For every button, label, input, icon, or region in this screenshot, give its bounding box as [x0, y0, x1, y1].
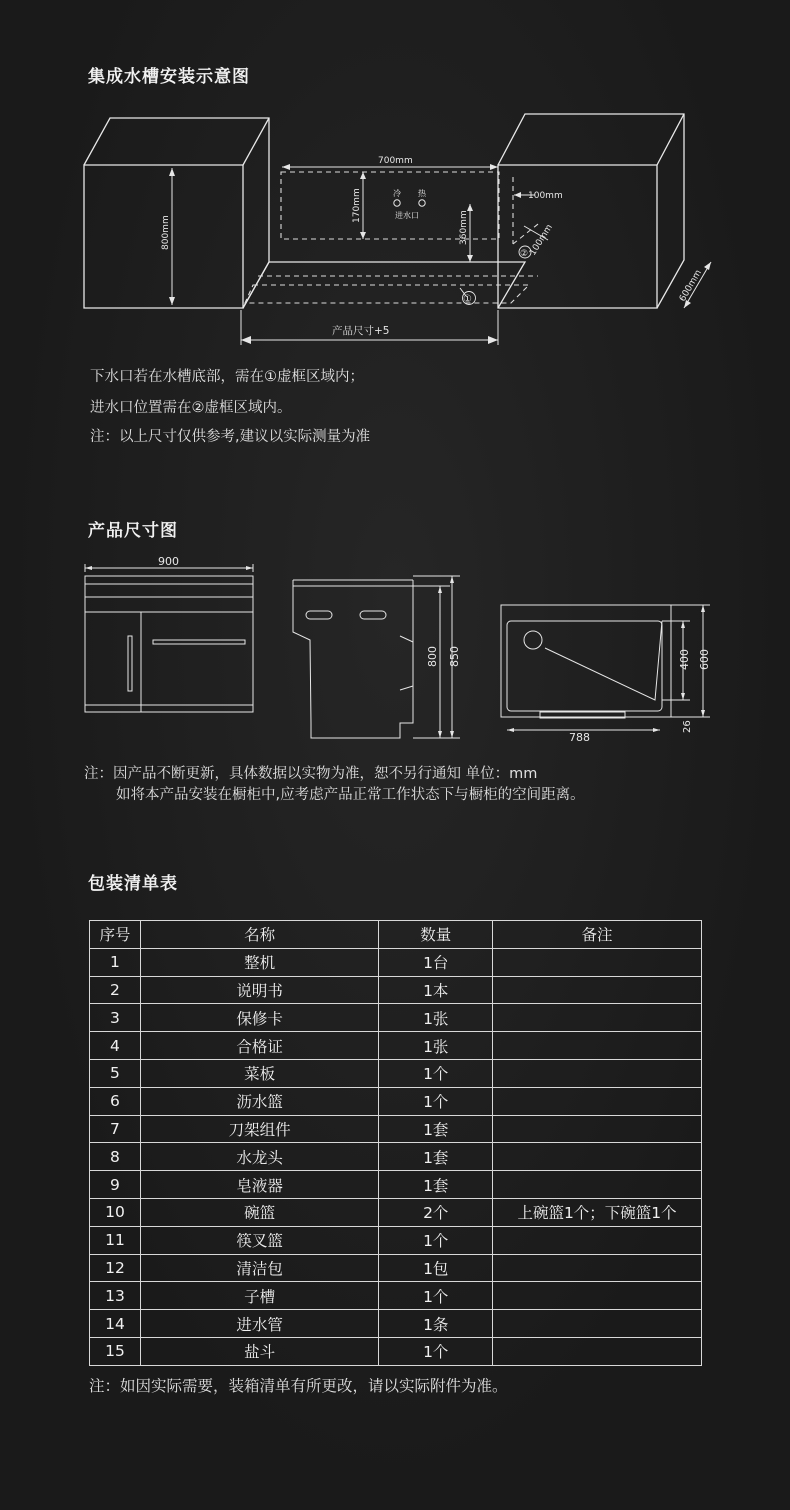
table-row — [90, 1226, 702, 1254]
cell-name: 子槽 — [140, 1282, 378, 1310]
cell-index: 8 — [90, 1143, 141, 1171]
cell-index: 3 — [90, 1004, 141, 1032]
cell-index: 1 — [90, 948, 141, 976]
dimensions-note-cabinet: 如将本产品安装在橱柜中,应考虑产品正常工作状态下与橱柜的空间距离。 — [116, 787, 585, 803]
cell-remark — [493, 1310, 702, 1338]
cell-name: 清洁包 — [140, 1254, 378, 1282]
table-row — [90, 1282, 702, 1310]
table-row — [90, 976, 702, 1004]
cell-quantity: 1套 — [379, 1143, 493, 1171]
cell-name: 筷叉篮 — [140, 1226, 378, 1254]
dim-800mm: 800mm — [161, 215, 171, 250]
cell-index: 7 — [90, 1115, 141, 1143]
dim-900: 900 — [158, 555, 179, 568]
cell-index: 4 — [90, 1032, 141, 1060]
cell-remark — [493, 1254, 702, 1282]
dim-700mm: 700mm — [378, 156, 413, 166]
dim-788: 788 — [569, 731, 590, 744]
table-row — [90, 1310, 702, 1338]
cell-remark — [493, 948, 702, 976]
cell-name: 整机 — [140, 948, 378, 976]
cell-quantity: 1包 — [379, 1254, 493, 1282]
hot-label: 热 — [418, 189, 426, 198]
table-row — [90, 1143, 702, 1171]
cell-name: 合格证 — [140, 1032, 378, 1060]
dim-360mm: 360mm — [459, 210, 469, 245]
table-row — [90, 1198, 702, 1226]
packing-note: 注：如因实际需要，装箱清单有所更改，请以实际附件为准。 — [89, 1377, 508, 1395]
header-remark: 备注 — [493, 921, 702, 949]
cell-quantity: 1个 — [379, 1226, 493, 1254]
header-index: 序号 — [90, 921, 141, 949]
cell-remark — [493, 1115, 702, 1143]
table-row — [90, 1115, 702, 1143]
table-row — [90, 1087, 702, 1115]
cell-index: 6 — [90, 1087, 141, 1115]
zone1-marker: ① — [463, 294, 472, 305]
cell-name: 进水管 — [140, 1310, 378, 1338]
cell-name: 皂液器 — [140, 1171, 378, 1199]
cell-name: 碗篮 — [140, 1198, 378, 1226]
table-row — [90, 948, 702, 976]
cell-quantity: 1套 — [379, 1171, 493, 1199]
cell-index: 15 — [90, 1337, 141, 1365]
install-note-reference: 注：以上尺寸仅供参考,建议以实际测量为准 — [90, 429, 371, 445]
cell-quantity: 1套 — [379, 1115, 493, 1143]
cell-remark — [493, 1337, 702, 1365]
cell-remark — [493, 1226, 702, 1254]
cell-index: 13 — [90, 1282, 141, 1310]
cell-index: 2 — [90, 976, 141, 1004]
dim-26: 26 — [682, 720, 693, 733]
table-row — [90, 1032, 702, 1060]
table-row — [90, 1059, 702, 1087]
cell-remark — [493, 1059, 702, 1087]
header-name: 名称 — [140, 921, 378, 949]
dim-600: 600 — [698, 649, 711, 670]
dimensions-note-update: 注：因产品不断更新，具体数据以实物为准，恕不另行通知 单位：mm — [84, 766, 538, 782]
cell-remark — [493, 1282, 702, 1310]
cell-quantity: 1个 — [379, 1087, 493, 1115]
table-header-row — [90, 921, 702, 949]
cell-remark — [493, 1004, 702, 1032]
cell-remark: 上碗篮1个；下碗篮1个 — [493, 1198, 702, 1226]
install-note-inlet: 进水口位置需在②虚框区域内。 — [90, 400, 292, 416]
cell-quantity: 1台 — [379, 948, 493, 976]
table-row — [90, 1254, 702, 1282]
cell-name: 沥水篮 — [140, 1087, 378, 1115]
cell-index: 5 — [90, 1059, 141, 1087]
cell-quantity: 1本 — [379, 976, 493, 1004]
cell-index: 12 — [90, 1254, 141, 1282]
inlet-label: 进水口 — [395, 211, 419, 220]
install-title: 集成水槽安装示意图 — [88, 67, 250, 87]
cell-name: 保修卡 — [140, 1004, 378, 1032]
cell-name: 盐斗 — [140, 1337, 378, 1365]
cell-name: 水龙头 — [140, 1143, 378, 1171]
cell-remark — [493, 1143, 702, 1171]
cell-index: 14 — [90, 1310, 141, 1338]
cell-quantity: 1个 — [379, 1282, 493, 1310]
dim-170mm: 170mm — [352, 188, 362, 223]
dimensions-title: 产品尺寸图 — [88, 521, 178, 541]
cell-quantity: 1条 — [379, 1310, 493, 1338]
dim-400: 400 — [678, 649, 691, 670]
packing-table — [89, 920, 702, 1366]
cell-quantity: 1张 — [379, 1032, 493, 1060]
cell-remark — [493, 976, 702, 1004]
dim-100mm-diag: 100mm — [528, 222, 555, 258]
cell-quantity: 1个 — [379, 1059, 493, 1087]
cell-quantity: 1张 — [379, 1004, 493, 1032]
dimension-drawings — [0, 550, 790, 750]
table-row — [90, 1004, 702, 1032]
cold-label: 冷 — [393, 189, 401, 198]
cell-remark — [493, 1171, 702, 1199]
cell-remark — [493, 1032, 702, 1060]
install-note-drain: 下水口若在水槽底部，需在①虚框区域内； — [90, 369, 364, 385]
cell-quantity: 2个 — [379, 1198, 493, 1226]
table-row — [90, 1337, 702, 1365]
dim-850: 850 — [448, 646, 461, 667]
dim-600mm: 600mm — [677, 268, 704, 304]
cell-index: 10 — [90, 1198, 141, 1226]
cell-remark — [493, 1087, 702, 1115]
cell-index: 11 — [90, 1226, 141, 1254]
dim-100mm-right: 100mm — [528, 191, 563, 201]
cell-name: 刀架组件 — [140, 1115, 378, 1143]
dim-800: 800 — [426, 646, 439, 667]
cell-quantity: 1个 — [379, 1337, 493, 1365]
header-quantity: 数量 — [379, 921, 493, 949]
cell-index: 9 — [90, 1171, 141, 1199]
packing-title: 包装清单表 — [88, 874, 178, 894]
cell-name: 说明书 — [140, 976, 378, 1004]
install-diagram — [0, 0, 790, 360]
cell-name: 菜板 — [140, 1059, 378, 1087]
product-size-label: 产品尺寸+5 — [332, 325, 390, 337]
zone2-marker: ② — [520, 249, 529, 259]
table-row — [90, 1171, 702, 1199]
